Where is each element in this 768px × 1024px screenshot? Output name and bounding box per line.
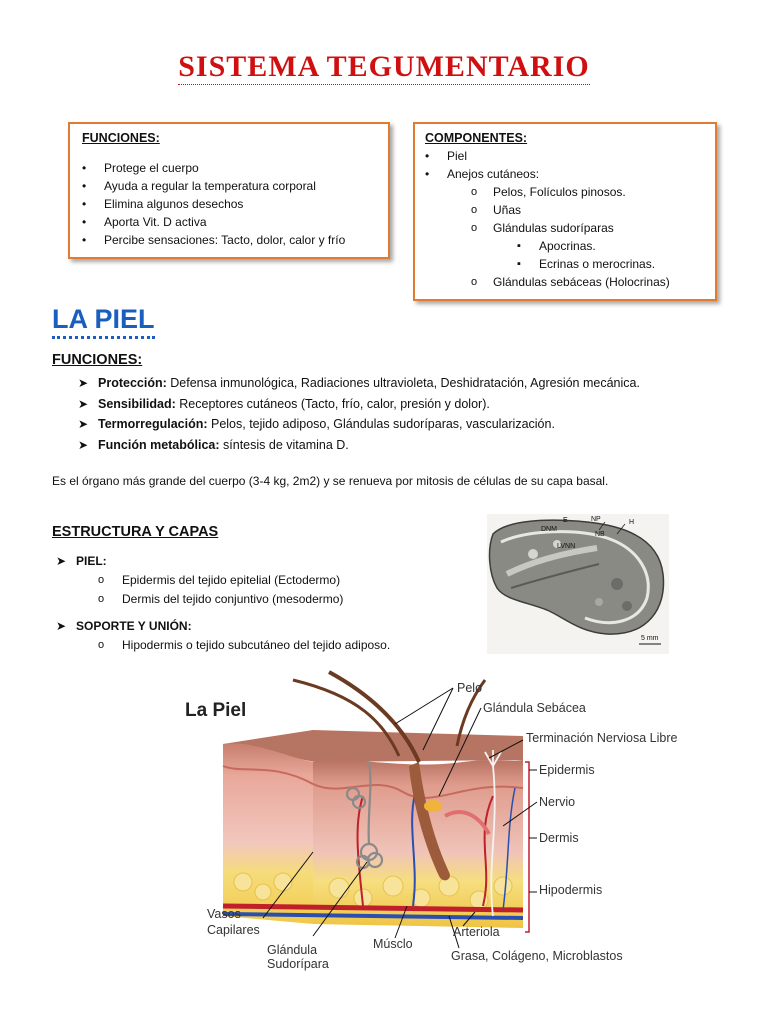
funcion-label: Sensibilidad: (98, 396, 176, 411)
estructura-subitem: o Hipodermis o tejido subcutáneo del tejido adiposo. (56, 636, 390, 655)
componentes-subitem: o Pelos, Folículos pinosos. (425, 183, 709, 201)
arrow-bullet-icon: ➤ (78, 376, 89, 390)
funciones-box (68, 122, 390, 259)
funcion-text: Defensa inmunológica, Radiaciones ultravioleta, Deshidratación, Agresión mecánica. (166, 376, 640, 390)
arrow-bullet-icon: ➤ (56, 619, 67, 633)
estructura-item: ➤ PIEL: (56, 552, 343, 571)
funciones-box-list (82, 159, 382, 249)
funcion-label: Protección: (98, 376, 167, 390)
piel-funciones-list (78, 373, 640, 455)
skin-layers-diagram (163, 666, 710, 976)
label-vasos: Vasos (207, 907, 241, 921)
estructura-subitem: o Dermis del tejido conjuntivo (mesodermo) (56, 590, 343, 609)
micrograph-label: DNM (541, 526, 557, 533)
estructura-item: ➤ SOPORTE Y UNIÓN: (56, 617, 390, 636)
funciones-box-item: • Elimina algunos desechos (82, 195, 382, 213)
funcion-text: Pelos, tejido adiposo, Glándulas sudoríparas, vascularización. (207, 417, 555, 431)
componentes-item: • Anejos cutáneos: (425, 165, 709, 183)
funcion-label: Termorregulación: (98, 417, 208, 431)
componentes-subsubitem: ▪ Ecrinas o merocrinas. (425, 255, 709, 273)
page-title: SISTEMA TEGUMENTARIO (178, 50, 590, 83)
funciones-box-item: • Ayuda a regular la temperatura corporal (82, 177, 382, 195)
funciones-box-item: • Aporta Vit. D activa (82, 213, 382, 231)
micrograph-scale: 5 mm (641, 635, 659, 642)
componentes-subitem: o Glándulas sudoríparas (425, 219, 709, 237)
componentes-box-list (425, 147, 709, 291)
label-hipodermis: Hipodermis (539, 883, 603, 897)
label-nervio: Nervio (539, 795, 576, 809)
label-pelo: Pelo (457, 681, 483, 695)
estructura-subitem: o Epidermis del tejido epitelial (Ectodermo) (56, 571, 343, 590)
funcion-text: Receptores cutáneos (Tacto, frío, calor, presión y dolor). (175, 396, 490, 411)
label-glandula-sebacea: Glándula Sebácea (483, 701, 586, 715)
micrograph-label: LVNN (557, 543, 576, 550)
piel-funcion-item (78, 414, 640, 435)
micrograph-label: H (629, 519, 635, 526)
funciones-box-item: • Protege el cuerpo (82, 159, 382, 177)
funciones-box-item: • Percibe sensaciones: Tacto, dolor, calor y frío (82, 231, 382, 249)
arrow-bullet-icon: ➤ (78, 437, 89, 452)
componentes-item: • Piel (425, 147, 709, 165)
sebaceous-gland (424, 800, 442, 812)
piel-funcion-item (78, 435, 640, 456)
label-sudoripara: Sudorípara (267, 957, 329, 971)
label-musculo: Músclo (373, 937, 413, 951)
micrograph-label: NB (595, 531, 605, 538)
diagram-title: La Piel (185, 700, 247, 721)
micrograph-svg (487, 514, 669, 654)
arrow-bullet-icon: ➤ (78, 396, 89, 411)
arrow-bullet-icon: ➤ (56, 554, 67, 568)
label-arteriola: Arteriola (453, 925, 500, 939)
funciones-heading: FUNCIONES: (52, 352, 143, 368)
label-glandula: Glándula (267, 943, 318, 957)
piel-funcion-item (78, 394, 640, 415)
componentes-subitem: o Uñas (425, 201, 709, 219)
label-capilares: Capilares (207, 923, 260, 937)
piel-intro-text: Es el órgano más grande del cuerpo (3-4 kg, 2m2) y se renueva por mitosis de células de su capa basal. (52, 474, 609, 488)
funciones-box-heading: FUNCIONES: (82, 131, 160, 145)
estructura-soporte-list (56, 617, 390, 655)
label-dermis: Dermis (539, 831, 579, 845)
skin-micrograph (487, 514, 669, 654)
componentes-box-heading: COMPONENTES: (425, 131, 528, 145)
estructura-piel-list (56, 552, 343, 609)
skin-diagram-svg (163, 666, 710, 976)
la-piel-title: LA PIEL (52, 304, 155, 339)
micrograph-label: NP (591, 516, 601, 523)
estructura-heading: ESTRUCTURA Y CAPAS (52, 524, 219, 540)
funcion-text: síntesis de vitamina D. (219, 437, 349, 452)
label-grasa: Grasa, Colágeno, Microblastos (451, 949, 623, 963)
componentes-box (413, 122, 717, 301)
micrograph-label: E (563, 517, 568, 524)
piel-funcion-item (78, 373, 640, 394)
componentes-subitem: o Glándulas sebáceas (Holocrinas) (425, 273, 709, 291)
arrow-bullet-icon: ➤ (78, 417, 89, 431)
label-epidermis: Epidermis (539, 763, 595, 777)
componentes-subsubitem: ▪ Apocrinas. (425, 237, 709, 255)
funcion-label: Función metabólica: (98, 437, 220, 452)
label-terminacion-nerviosa: Terminación Nerviosa Libre (526, 731, 678, 745)
